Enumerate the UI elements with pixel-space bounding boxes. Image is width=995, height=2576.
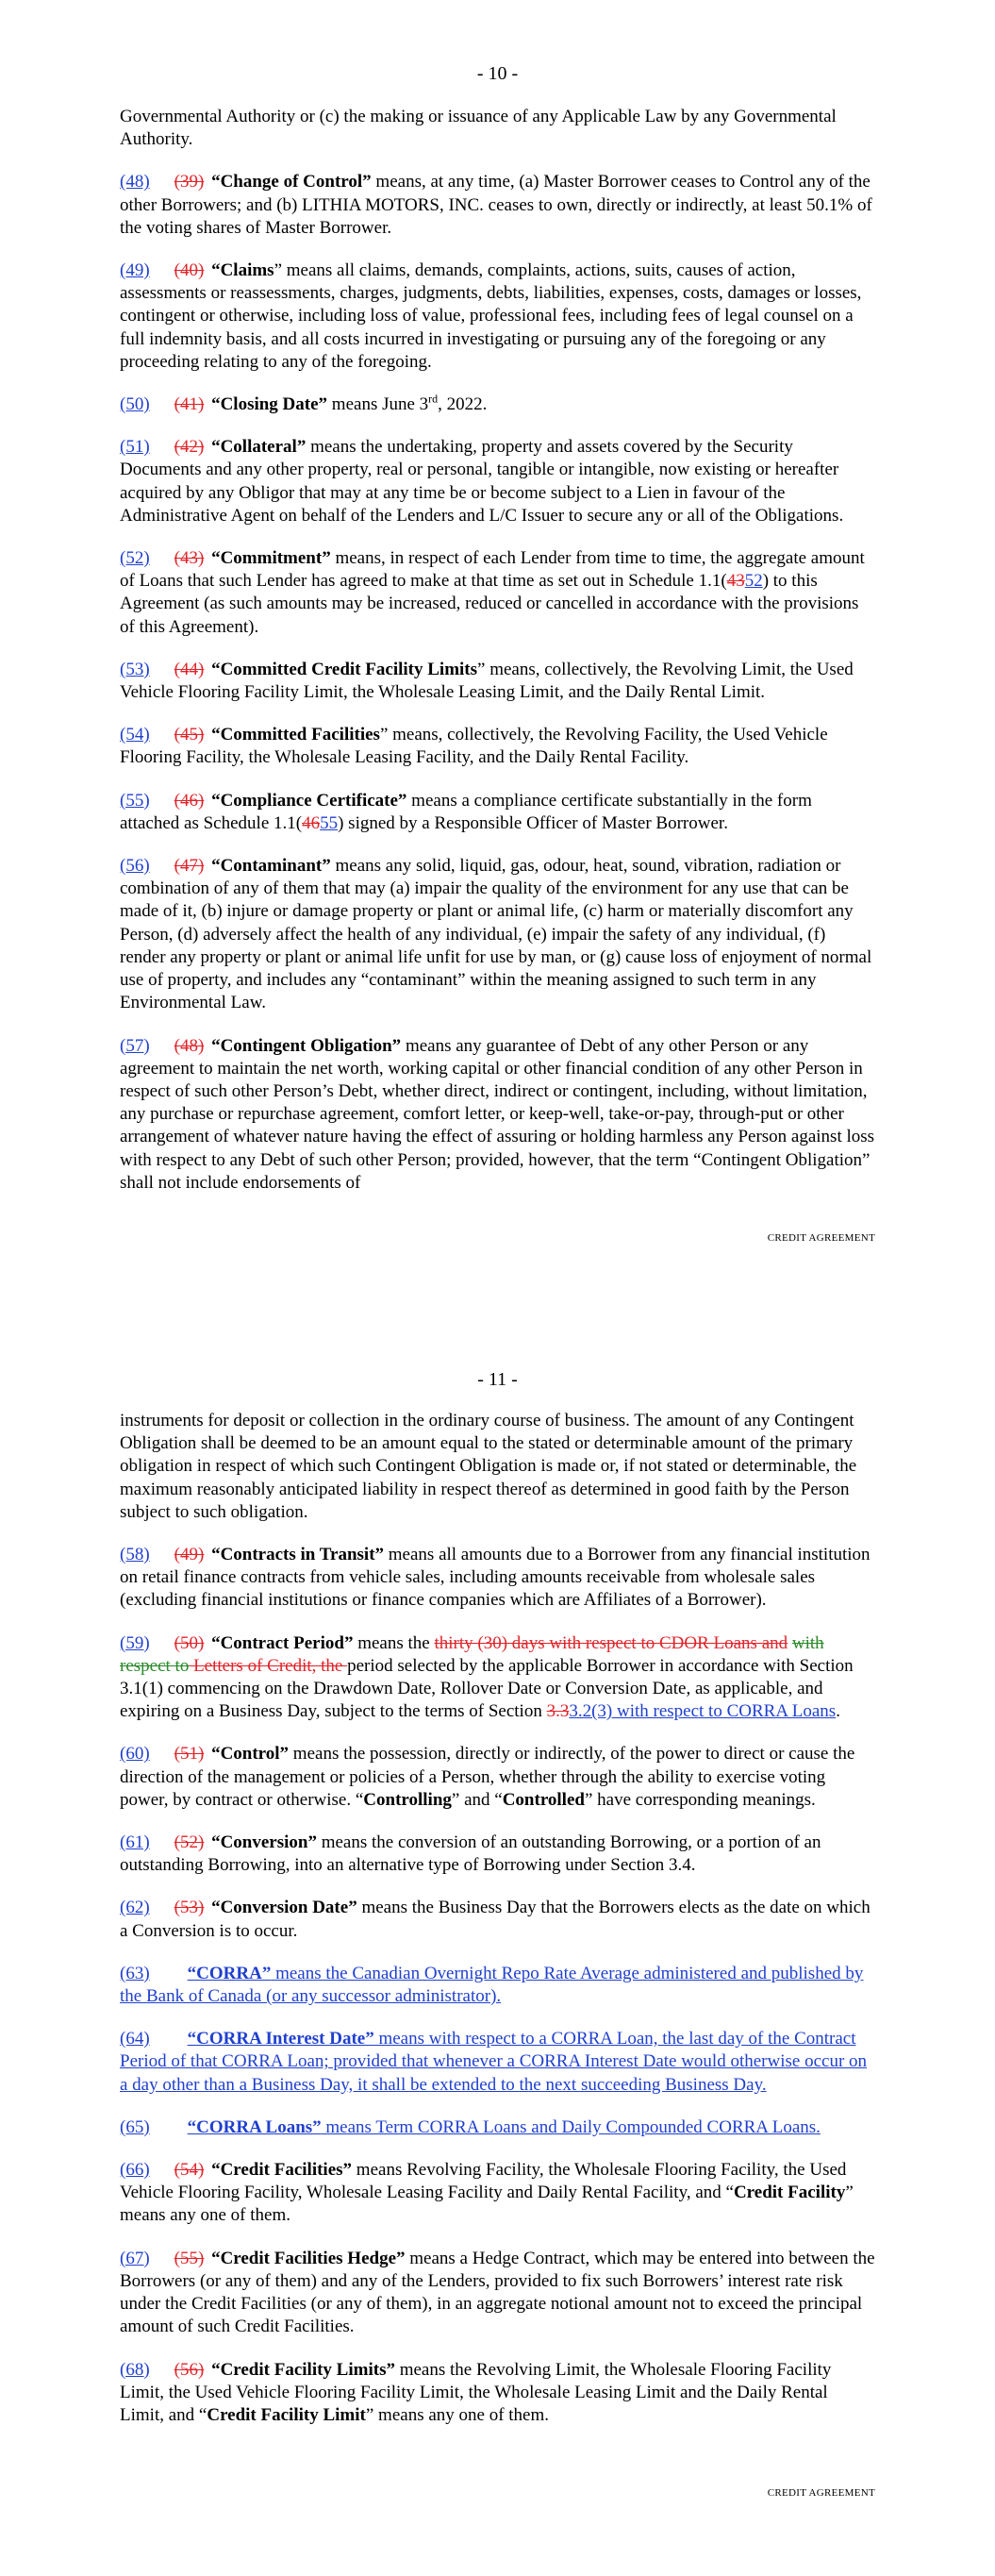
definition-text: means the conversion of an outstanding Borrowing, or a portion of an outstanding Borrowing, into an alternative type of Borrowing under Section 3.4.: [120, 1832, 821, 1876]
defined-term: “Contaminant”: [211, 856, 331, 877]
definition-text: ) signed by a Responsible Officer of Master Borrower.: [338, 812, 728, 833]
continuation-paragraph: Governmental Authority or (c) the making or issuance of any Applicable Law by any Governmental Authority.: [120, 107, 837, 150]
new-section-number: (65): [120, 2116, 150, 2137]
definition-text: means the Business Day that the Borrowers elects as the date on which a Conversion is to occur.: [120, 1898, 871, 1941]
definition-contract-period: [120, 1632, 875, 1724]
definition-commitment: [120, 547, 875, 639]
definition-control: [120, 1743, 875, 1812]
definition-text: ” means any one of them.: [365, 2404, 550, 2425]
definition-conversion: [120, 1832, 875, 1877]
definition-text: means the: [353, 1632, 435, 1653]
defined-term: “Contracts in Transit”: [211, 1545, 385, 1565]
defined-term: “Claims: [211, 260, 274, 281]
inserted-text: means Term CORRA Loans and Daily Compounded CORRA Loans.: [321, 2116, 821, 2137]
new-section-number: (67): [120, 2248, 150, 2268]
new-section-number: (57): [120, 1035, 150, 1056]
definition-text: means any solid, liquid, gas, odour, heat, sound, vibration, radiation or combination of any of them that may (a) impair the quality of the environment for any use that can be made of it, (b) injure or damage property or plant or animal life, (c) harm or materially discomfort any Person, (d) adversely affect the health of any individual, (e) impair the safety of any individual, (f) render any property or plant or animal life unfit for use by man, or (g) cause loss of enjoyment of normal use of property, and includes any “contaminant” within the meaning assigned to such term in any Environmental Law.: [120, 856, 872, 1013]
page-number: - 10 -: [476, 63, 519, 84]
deleted-section-number: (42): [174, 437, 205, 458]
defined-term: “Commitment”: [211, 548, 331, 569]
inserted-text: 3.2(3) with respect to CORRA Loans: [569, 1701, 837, 1722]
deleted-section-number: (48): [174, 1035, 205, 1056]
page-11: [0, 1312, 995, 2576]
definition-change-of-control: [120, 171, 875, 240]
definition-text: means the undertaking, property and assets covered by the Security Documents and any other property, real or personal, tangible or intangible, now existing or hereafter acquired by any Obligor that may at any time be or become subject to a Lien in favour of the Administrative Agent on behalf of the Lenders and L/C Issuer to secure any or all of the Obligations.: [120, 437, 844, 526]
definition-text: means a Hedge Contract, which may be entered into between the Borrowers (or any of them) and any of the Lenders, provided to fix such Borrowers’ interest rate risk under the Credit Facilities (or any of them), in an aggregate notional amount not to exceed the principal amount of such Credit Facilities.: [120, 2248, 875, 2337]
deleted-section-number: (43): [174, 548, 205, 569]
definition-credit-facilities-hedge: [120, 2248, 875, 2339]
new-section-number: (55): [120, 790, 150, 811]
continuation-paragraph: instruments for deposit or collection in the ordinary course of business. The amount of any Contingent Obligation shall be deemed to be an amount equal to the stated or determinable amount of the primary obligation in respect of which such Contingent Obligation is made or, if not stated or determinable, the maximum reasonably anticipated liability in respect thereof as determined in good faith by the Person subject to such obligation.: [120, 1411, 857, 1522]
definition-text: ) to this Agreement (as such amounts may be increased, reduced or cancelled in accordance with the provisions of this Agreement).: [120, 571, 859, 637]
new-section-number: (66): [120, 2160, 150, 2181]
definition-text: ” have corresponding meanings.: [584, 1789, 816, 1810]
deleted-text: 43: [726, 571, 745, 592]
definition-text: period selected by the applicable Borrower in accordance with Section 3.1(1) commencing on the Drawdown Date, Rollover Date or Conversion Date, as applicable, and expiring on a Business Day, subject to the terms of Section: [120, 1655, 854, 1722]
definition-corra-loans: [120, 2116, 875, 2139]
inserted-text: means with respect to a CORRA Loan, the last day of the Contract Period of that CORRA Loan; provided that whenever a CORRA Interest Date would otherwise occur on a day other than a Business Day, it shall be extended to the next succeeding Business Day.: [120, 2029, 868, 2095]
new-section-number: (52): [120, 548, 150, 569]
deleted-section-number: (56): [174, 2359, 205, 2380]
definition-text: means the possession, directly or indirectly, of the power to direct or cause the direction of the management or policies of a Person, whether through the ability to exercise voting power, by contract or otherwise. “: [120, 1744, 855, 1810]
deleted-section-number: (51): [174, 1744, 205, 1765]
definition-corra: [120, 1963, 875, 2008]
defined-term: “Contract Period”: [211, 1632, 354, 1653]
definition-text: means the Revolving Limit, the Wholesale Flooring Facility Limit, the Used Vehicle Flooring Facility Limit, the Wholesale Leasing Limit and the Daily Rental Limit, and “: [120, 2359, 832, 2425]
deleted-section-number: (41): [174, 394, 205, 415]
deleted-text: 3.3: [546, 1701, 570, 1722]
deleted-text: Letters of Credit, the: [189, 1655, 348, 1676]
new-section-number: (64): [120, 2029, 150, 2049]
page-footer: CREDIT AGREEMENT: [767, 1232, 875, 1244]
definition-text: ” and “: [451, 1789, 503, 1810]
new-section-number: (50): [120, 394, 150, 415]
definition-text: means June 3: [327, 394, 429, 415]
new-section-number: (56): [120, 856, 150, 877]
definition-corra-interest-date: [120, 2028, 875, 2097]
deleted-section-number: (44): [174, 659, 205, 679]
defined-term: Controlling: [363, 1789, 452, 1810]
definition-text: means, in respect of each Lender from time to time, the aggregate amount of Loans that such Lender has agreed to make at that time as set out in Schedule 1.1(: [120, 548, 865, 592]
definition-claims: [120, 259, 875, 374]
inserted-text: 52: [744, 571, 763, 592]
inserted-text: means the Canadian Overnight Repo Rate Average administered and published by the Bank of Canada (or any successor administrator).: [120, 1963, 864, 2007]
definition-collateral: [120, 436, 875, 527]
superscript: rd: [428, 392, 439, 406]
definition-contracts-in-transit: [120, 1544, 875, 1613]
definition-contaminant: [120, 855, 875, 1014]
defined-term: “Conversion”: [211, 1832, 317, 1853]
defined-term: Credit Facility Limit: [207, 2404, 366, 2425]
deleted-section-number: (50): [174, 1632, 205, 1653]
page-number: - 11 -: [477, 1369, 518, 1390]
definition-text: ” means, collectively, the Revolving Facility, the Used Vehicle Flooring Facility, the Wholesale Leasing Facility, and the Daily Rental Facility.: [120, 725, 828, 768]
defined-term: “Conversion Date”: [211, 1898, 357, 1918]
definition-credit-facility-limits: [120, 2359, 875, 2428]
deleted-section-number: (40): [174, 260, 205, 281]
defined-term: “Contingent Obligation”: [211, 1035, 402, 1056]
new-section-number: (49): [120, 260, 150, 281]
new-section-number: (63): [120, 1963, 150, 1983]
definition-text: means any guarantee of Debt of any other Person or any agreement to maintain the net worth, working capital or other financial condition of any other Person in respect of such other Person’s Debt, whether direct, indirect or contingent, including, without limitation, any purchase or repurchase agreement, comfort letter, or keep-well, take-or-pay, through-put or other arrangement of whatever nature having the effect of assuring or holding harmless any Person against loss with respect to any Debt of such other Person; provided, however, that the term “Contingent Obligation” shall not include endorsements of: [120, 1035, 875, 1193]
definition-text: ” means any one of them.: [120, 2183, 854, 2226]
new-section-number: (53): [120, 659, 150, 679]
new-section-number: (59): [120, 1632, 150, 1653]
defined-term: “Closing Date”: [211, 394, 328, 415]
defined-term: “Committed Facilities: [211, 725, 380, 745]
new-section-number: (68): [120, 2359, 150, 2380]
inserted-defined-term: “CORRA Interest Date”: [187, 2029, 374, 2049]
new-section-number: (60): [120, 1744, 150, 1765]
definition-compliance-certificate: [120, 790, 875, 835]
defined-term: Controlled: [502, 1789, 585, 1810]
defined-term: “Credit Facilities Hedge”: [211, 2248, 406, 2268]
definition-text: .: [836, 1701, 840, 1722]
defined-term: Credit Facility: [733, 2183, 846, 2203]
new-section-number: (48): [120, 172, 150, 192]
new-section-number: (51): [120, 437, 150, 458]
definition-text: ” means, collectively, the Revolving Limit, the Used Vehicle Flooring Facility Limit, the Wholesale Leasing Limit, and the Daily Rental Limit.: [120, 659, 854, 703]
deleted-section-number: (49): [174, 1545, 205, 1565]
deleted-section-number: (55): [174, 2248, 205, 2268]
deleted-section-number: (39): [174, 172, 205, 192]
definition-committed-credit-facility-limits: [120, 659, 875, 704]
inserted-text: 55: [320, 812, 339, 833]
definition-conversion-date: [120, 1897, 875, 1942]
page-footer: CREDIT AGREEMENT: [767, 2487, 875, 2499]
deleted-text: 46: [302, 812, 321, 833]
definition-text: means all amounts due to a Borrower from any financial institution on retail finance contracts from vehicle sales, including amounts receivable from wholesale sales (excluding financial institutions or finance companies which are Affiliates of a Borrower).: [120, 1545, 871, 1611]
defined-term: “Compliance Certificate”: [211, 790, 407, 811]
new-section-number: (58): [120, 1545, 150, 1565]
deleted-section-number: (46): [174, 790, 205, 811]
definition-text: , 2022.: [438, 394, 488, 415]
definition-contingent-obligation: [120, 1035, 875, 1195]
new-section-number: (62): [120, 1898, 150, 1918]
definition-credit-facilities: [120, 2159, 875, 2228]
new-section-number: (61): [120, 1832, 150, 1853]
page-10: [0, 0, 995, 1255]
defined-term: “Collateral”: [211, 437, 307, 458]
definition-committed-facilities: [120, 724, 875, 769]
new-section-number: (54): [120, 725, 150, 745]
deleted-section-number: (54): [174, 2160, 205, 2181]
deleted-section-number: (47): [174, 856, 205, 877]
deleted-section-number: (45): [174, 725, 205, 745]
definition-text: means, at any time, (a) Master Borrower ceases to Control any of the other Borrowers; and (b) LITHIA MOTORS, INC. ceases to own, directly or indirectly, at least 50.1% of the voting shares of Master Borrower.: [120, 172, 872, 238]
definition-text: means Revolving Facility, the Wholesale Flooring Facility, the Used Vehicle Flooring Facility, Wholesale Leasing Facility and Daily Rental Facility, and “: [120, 2160, 847, 2203]
definition-text: ” means all claims, demands, complaints, actions, suits, causes of action, assessments or reassessments, charges, judgments, debts, liabilities, expenses, costs, damages or losses, contingent or otherwise, including loss of value, professional fees, including fees of legal counsel on a full indemnity basis, and all costs incurred in investigating or pursuing any of the foregoing or any proceeding relating to any of the foregoing.: [120, 260, 862, 372]
definition-text: means a compliance certificate substantially in the form attached as Schedule 1.1(: [120, 790, 812, 833]
defined-term: “Control”: [211, 1744, 290, 1765]
deleted-text-moved: with respect to: [120, 1632, 824, 1676]
inserted-defined-term: “CORRA”: [187, 1963, 272, 1983]
deleted-section-number: (52): [174, 1832, 205, 1853]
defined-term: “Credit Facility Limits”: [211, 2359, 395, 2380]
defined-term: “Credit Facilities”: [211, 2160, 353, 2181]
deleted-text: thirty (30) days with respect to CDOR Loans and: [434, 1632, 788, 1653]
defined-term: “Committed Credit Facility Limits: [211, 659, 478, 679]
definition-closing-date: [120, 393, 875, 416]
inserted-defined-term: “CORRA Loans”: [187, 2116, 322, 2137]
deleted-section-number: (53): [174, 1898, 205, 1918]
defined-term: “Change of Control”: [211, 172, 372, 192]
